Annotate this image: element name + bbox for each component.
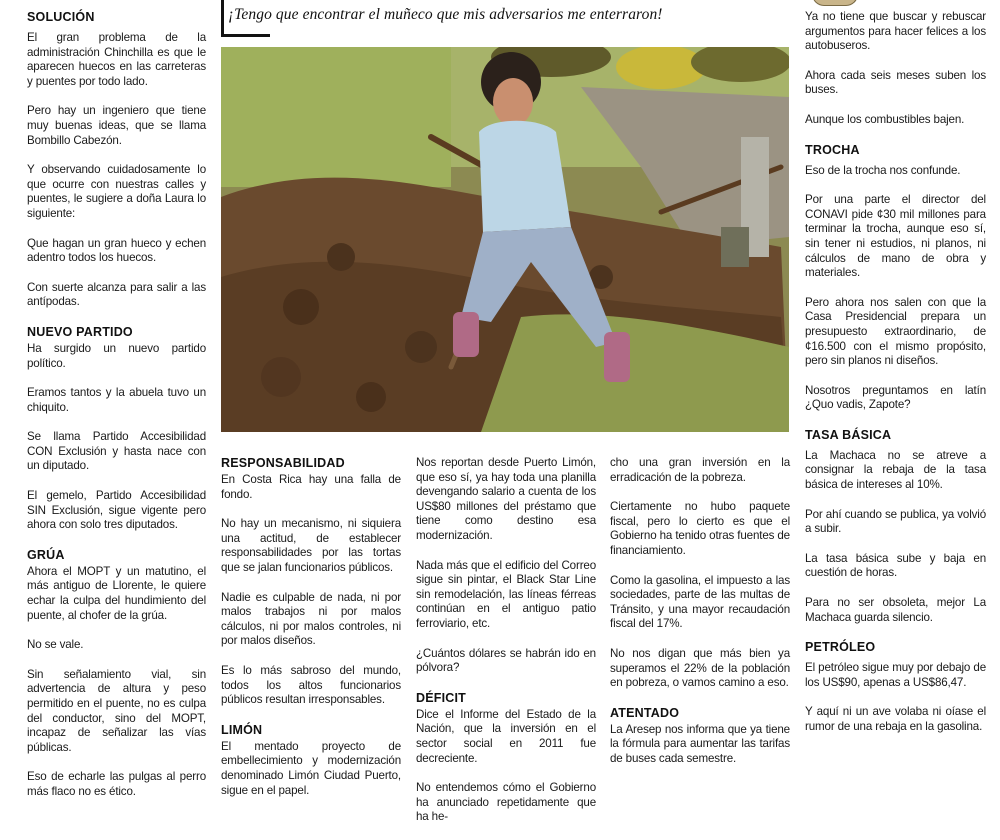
paragraph: Ciertamente no hubo paquete fiscal, pero lo cierto es que el Gobierno ha tenido otras fuentes de financiamiento. [610,500,790,557]
paragraph: El mentado proyecto de embellecimiento y modernización denominado Limón Ciudad Puerto, sigue en el papel. [221,739,401,797]
section-title-responsabilidad: RESPONSABILIDAD [221,456,345,470]
paragraph: Dice el Informe del Estado de la Nación, que la inversión en el sector social en 2011 fue decreciente. [416,707,596,765]
section-title-solucion: SOLUCIÓN [27,10,95,24]
decorative-ornament [812,0,858,6]
column-2 [221,456,401,813]
paragraph: Por ahí cuando se publica, ya volvió a subir. [805,507,986,536]
paragraph: No se vale. [27,638,84,652]
paragraph: Pero hay un ingeniero que tiene muy buenas ideas, que se llama Bombillo Cabezón. [27,104,206,147]
section-title-tasa-basica: TASA BÁSICA [805,427,892,442]
section-title-nuevo-partido: NUEVO PARTIDO [27,324,133,339]
paragraph: El gemelo, Partido Accesibilidad SIN Exclusión, sigue vigente pero ahora con solo tres diputados. [27,489,206,532]
paragraph: Ha surgido un nuevo partido político. [27,341,206,370]
news-photo [221,47,789,432]
column-1 [27,10,206,815]
paragraph: Por una parte el director del CONAVI pide ¢30 mil millones para terminar la trocha, aunque eso sí, sin tener ni estudios, ni planos, ni cálculos de mano de obra y materiales. [805,193,986,280]
paragraph: Con suerte alcanza para salir a las antípodas. [27,280,206,309]
paragraph: La Machaca no se atreve a consignar la rebaja de la tasa básica de intereses al 10%. [805,448,986,492]
paragraph: No entendemos cómo el Gobierno ha anunciado repetidamente que ha he- [416,781,596,824]
paragraph: Aunque los combustibles bajen. [805,112,965,126]
paragraph: Eramos tantos y la abuela tuvo un chiquito. [27,386,206,414]
section-title-atentado: ATENTADO [610,705,680,720]
paragraph: En Costa Rica hay una falla de fondo. [221,473,401,501]
paragraph: Y observando cuidadosamente lo que ocurre con nuestras calles y puentes, le sugiere a doña Laura lo siguiente: [27,163,206,220]
paragraph: Nosotros preguntamos en latín ¿Quo vadis, Zapote? [805,383,986,412]
paragraph: Ahora el MOPT y un matutino, el más antiguo de Llorente, le quiere echar la culpa del hundimiento del puente, al chofer de la grúa. [27,564,206,622]
section-title-limon: LIMÓN [221,722,263,737]
paragraph: Eso de echarle las pulgas al perro más flaco no es ético. [27,770,206,798]
photo-illustration [221,47,789,432]
column-5 [805,10,986,750]
section-title-trocha: TROCHA [805,142,860,157]
column-4 [610,456,790,782]
paragraph: No nos digan que más bien ya superamos el 22% de la población en pobreza, o vamos camino a eso. [610,646,790,690]
paragraph: No hay un mecanismo, ni siquiera una actitud, de establecer responsabilidades por las tortas que se jalan funcionarios públicos. [221,517,401,574]
paragraph: Sin señalamiento vial, sin advertencia de altura y peso permitido en el puente, no es culpa del conductor, sino del MOPT, incapaz de señalizar las vías públicas. [27,667,206,754]
paragraph: Nos reportan desde Puerto Limón, que eso sí, ya hay toda una planilla devengando salario a cuenta de los US$80 millones del préstamo que tiene como destino esa modernización. [416,456,596,542]
paragraph: Nada más que el edificio del Correo sigue sin pintar, el Black Star Line sin remodelación, las líneas férreas continúan en el antiguo patio ferroviario, etc. [416,558,596,630]
photo-caption: ¡Tengo que encontrar el muñeco que mis adversarios me enterraron! [228,6,663,23]
paragraph: La tasa básica sube y baja en cuestión de horas. [805,551,986,580]
paragraph: Y aquí ni un ave volaba ni oíase el rumor de una rebaja en la gasolina. [805,705,986,733]
section-title-petroleo: PETRÓLEO [805,640,876,655]
paragraph: Para no ser obsoleta, mejor La Machaca guarda silencio. [805,596,986,624]
paragraph: El petróleo sigue muy por debajo de los US$90, apenas a US$86,47. [805,661,986,689]
paragraph: Ahora cada seis meses suben los buses. [805,68,986,97]
paragraph: Como la gasolina, el impuesto a las sociedades, parte de las multas de Tránsito, y una mayor recaudación fiscal del 17%. [610,573,790,631]
paragraph: Es lo más sabroso del mundo, todos los altos funcionarios públicos resultan irresponsables. [221,663,401,707]
paragraph: Que hagan un gran hueco y echen adentro todos los huecos. [27,236,206,265]
paragraph: Pero ahora nos salen con que la Casa Presidencial prepara un presupuesto extraordinario, de ¢16.500 con el mismo propósito, pero sin planos ni diseños. [805,295,986,368]
paragraph: ¿Cuántos dólares se habrán ido en pólvora? [416,646,596,675]
section-title-grua: GRÚA [27,547,65,562]
paragraph: cho una gran inversión en la erradicación de la pobreza. [610,456,790,484]
paragraph: La Aresep nos informa que ya tiene la fórmula para aumentar las tarifas de buses cada semestre. [610,722,790,765]
column-3 [416,456,596,840]
paragraph: Eso de la trocha nos confunde. [805,163,961,177]
section-title-deficit: DÉFICIT [416,690,467,705]
paragraph: Ya no tiene que buscar y rebuscar argumentos para hacer felices a los autobuseros. [805,10,986,53]
paragraph: El gran problema de la administración Chinchilla es que le aparecen huecos en las carreteras y puentes por todo lado. [27,31,206,88]
paragraph: Nadie es culpable de nada, ni por malos trabajos ni por malos cálculos, ni por malos controles, ni por malos diseños. [221,590,401,648]
paragraph: Se llama Partido Accesibilidad CON Exclusión y hasta nace con un diputado. [27,430,206,473]
